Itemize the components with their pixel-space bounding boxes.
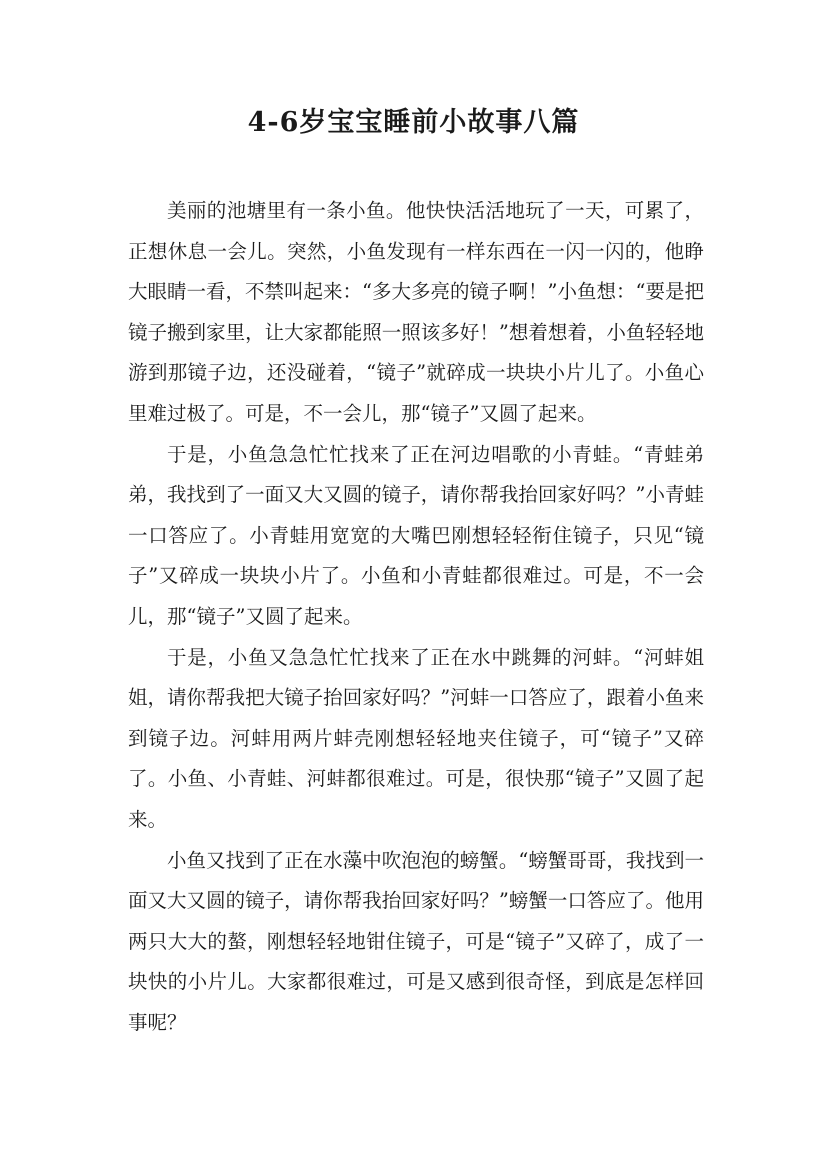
paragraph-1: 美丽的池塘里有一条小鱼。他快快活活地玩了一天，可累了，正想休息一会儿。突然，小鱼发现有一样东西在一闪一闪的，他睁大眼睛一看，不禁叫起来：“多大多亮的镜子啊！”小鱼想：“要是把镜子搬到家里，让大家都能照一照该多好！”想着想着，小鱼轻轻地游到那镜子边，还没碰着，“镜子”就碎成一块块小片儿了。小鱼心里难过极了。可是，不一会儿，那“镜子”又圆了起来。 — [128, 199, 704, 425]
paragraph-4: 小鱼又找到了正在水藻中吹泡泡的螃蟹。“螃蟹哥哥，我找到一面又大又圆的镜子，请你帮我抬回家好吗？”螃蟹一口答应了。他用两只大大的螯，刚想轻轻地钳住镜子，可是“镜子”又碎了，成了一块快的小片儿。大家都很难过，可是又感到很奇怪，到底是怎样回事呢？ — [128, 848, 704, 1034]
paragraph-3: 于是，小鱼又急急忙忙找来了正在水中跳舞的河蚌。“河蚌姐姐，请你帮我把大镜子抬回家好吗？”河蚌一口答应了，跟着小鱼来到镜子边。河蚌用两片蚌壳刚想轻轻地夹住镜子，可“镜子”又碎了。小鱼、小青蛙、河蚌都很难过。可是，很快那“镜子”又圆了起来。 — [128, 645, 704, 831]
paragraph-2: 于是，小鱼急急忙忙找来了正在河边唱歌的小青蛙。“青蛙弟弟，我找到了一面又大又圆的镜子，请你帮我抬回家好吗？”小青蛙一口答应了。小青蛙用宽宽的大嘴巴刚想轻轻衔住镜子，只见“镜子”又碎成一块块小片了。小鱼和小青蛙都很难过。可是，不一会儿，那“镜子”又圆了起来。 — [128, 442, 704, 628]
document-title: 4-6岁宝宝睡前小故事八篇 — [247, 107, 580, 138]
story-body — [128, 191, 704, 1043]
